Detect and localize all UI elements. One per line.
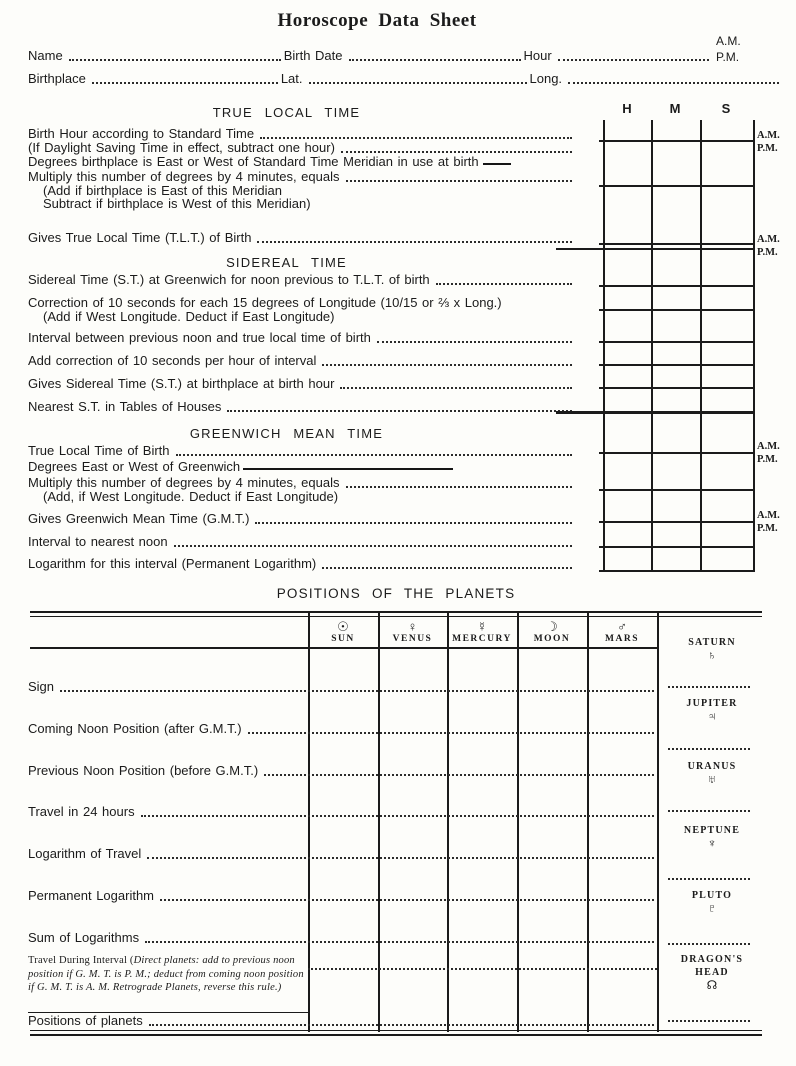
form-line [28,296,575,310]
uranus-icon: ♅ [707,772,717,786]
table-row [28,722,657,736]
outer-write-line [668,743,750,750]
long-label: Long. [529,71,563,86]
table-row [28,889,657,903]
grid-hline-heavy [556,411,755,414]
form-line [28,170,575,184]
form-line [28,400,575,414]
am-label: A.M. [716,34,741,48]
outer-write-line [668,805,750,812]
neptune-icon: ♆ [707,836,717,850]
birthplace-field-line [92,82,278,84]
venus-icon: ♀ [407,619,418,634]
grid-vline [753,120,755,572]
grid-hline [599,489,755,491]
form-line-text: (Add, if West Longitude. Deduct if East Longitude) [43,489,339,504]
grid-hline [599,546,755,548]
form-line-text: Interval to nearest noon [28,534,168,549]
form-line-text: Gives Sidereal Time (S.T.) at birthplace at birth hour [28,376,335,391]
form-line-text: True Local Time of Birth [28,443,170,458]
form-line [28,476,575,490]
travel-row-write-line [308,956,657,970]
outer-write-line [668,873,750,880]
form-line-text: Logarithm for this interval (Permanent Logarithm) [28,556,317,571]
mars-icon: ♂ [617,619,627,634]
form-line [28,512,575,526]
column-header-venus: ♀ VENUS [378,619,447,645]
table-row [28,1014,657,1028]
form-line-text: Subtract if birthplace is West of this Meridian) [43,196,311,211]
note-italic: Direct planets: add to previous noon position if G. M. T. is P. M.; deduct from coming noon position if G. M. T. is A. M. Retrograde Planets, reverse this rule.) [28,955,304,993]
dotted-leader [377,341,572,343]
pluto-icon: ♇ [707,901,717,915]
dotted-leader [160,899,654,901]
grid-hline-heavy [556,248,755,250]
grid-hline [599,387,755,389]
table-row [28,931,657,945]
row-label: Permanent Logarithm [28,888,155,903]
row-label: Coming Noon Position (after G.M.T.) [28,721,242,736]
grid-hline [599,285,755,287]
dotted-leader [147,857,654,859]
table-row [28,680,657,694]
grid-hline [599,185,755,187]
grid-hline [599,452,755,454]
note-prefix: Travel During Interval ( [28,955,134,966]
hour-ampm [716,33,748,65]
form-line [28,557,575,571]
column-header-mercury: ☿ MERCURY [447,619,517,645]
form-line [28,490,575,504]
form-line [28,197,575,211]
form-line-text: Nearest S.T. in Tables of Houses [28,399,222,414]
hour-label: Hour [523,48,552,63]
form-line-text: (Add if West Longitude. Deduct if East Longitude) [43,309,335,324]
form-line-text: Sidereal Time (S.T.) at Greenwich for noon previous to T.L.T. of birth [28,272,430,287]
grid-header-minutes: M [669,101,681,116]
outer-write-line [668,681,750,688]
grid-ampm [757,233,780,259]
grid-header-hours: H [622,101,632,116]
dotted-leader [322,567,572,569]
grid-hline [599,309,755,311]
page-title: Horoscope Data Sheet [277,10,477,31]
saturn-icon: ♄ [707,648,717,662]
table-row [28,805,657,819]
table-top-rule [30,611,762,613]
form-line-text: Add correction of 10 seconds per hour of interval [28,353,317,368]
outer-write-line [668,1015,750,1022]
outer-planet-uranus: URANUS ♅ [660,760,764,786]
form-line-text: Multiply this number of degrees by 4 minutes, equals [28,169,340,184]
table-row [28,764,657,778]
dotted-leader [260,137,572,139]
dotted-leader [436,283,572,285]
outer-planet-saturn: SATURN ♄ [660,636,764,662]
dotted-leader [227,410,572,412]
pm-label: P.M. [757,523,778,534]
dotted-leader [341,151,572,153]
form-line-text: Degrees birthplace is East or West of Standard Time Meridian in use at birth [28,154,479,169]
am-label: A.M. [757,510,780,521]
birth-date-field-line [349,59,521,61]
planets-heading: POSITIONS OF THE PLANETS [276,586,516,601]
hour-field-line [558,59,709,61]
dotted-leader [60,690,654,692]
row-label: Positions of planets [28,1013,143,1028]
am-label: A.M. [757,234,780,245]
grid-hline [599,570,755,572]
table-top-rule [30,616,762,617]
form-line-text: (Add if birthplace is East of this Meridian [43,183,282,198]
grid-hline [599,364,755,366]
outer-planet-jupiter: JUPITER ♃ [660,697,764,723]
row-label: Sign [28,679,55,694]
table-bottom-rule [30,1034,762,1036]
dotted-leader [149,1024,654,1026]
am-label: A.M. [757,441,780,452]
grid-hline [599,243,755,245]
dotted-leader [174,545,572,547]
form-line-text: Gives True Local Time (T.L.T.) of Birth [28,230,252,245]
moon-icon: ☽ [546,619,558,634]
table-bottom-rule [30,1030,762,1031]
form-line-text: Degrees East or West of Greenwich [28,459,241,474]
birth-date-label: Birth Date [283,48,343,63]
form-line [28,354,575,368]
outer-write-line [668,938,750,945]
row-label: Travel in 24 hours [28,804,135,819]
form-line-text: Gives Greenwich Mean Time (G.M.T.) [28,511,250,526]
table-vline [657,613,659,1032]
outer-planet-pluto: PLUTO ♇ [660,889,764,915]
form-line [28,331,575,345]
form-line [28,141,575,155]
section-heading-true-local-time: TRUE LOCAL TIME [212,105,361,120]
form-line [28,460,575,474]
name-label: Name [28,48,63,63]
birthplace-row [28,71,782,86]
table-row [28,847,657,861]
name-field-line [69,59,281,61]
dotted-leader [248,732,654,734]
row-label: Logarithm of Travel [28,846,142,861]
form-line-text: Interval between previous noon and true local time of birth [28,330,371,345]
grid-hline [599,341,755,343]
form-line [28,231,575,245]
mercury-icon: ☿ [477,619,487,634]
section-heading-sidereal-time: SIDEREAL TIME [226,255,347,270]
name-row [28,48,712,63]
outer-planet-dragons-head: DRAGON'S HEAD ☊ [672,953,752,992]
row-label: Sum of Logarithms [28,930,140,945]
lat-field-line [309,82,527,84]
pm-label: P.M. [716,50,740,64]
dotted-leader [255,522,572,524]
form-line [28,444,575,458]
dotted-leader [264,774,654,776]
dotted-leader [346,486,573,488]
dotted-leader [141,815,654,817]
form-line [28,127,575,141]
form-line-text: Multiply this number of degrees by 4 minutes, equals [28,475,340,490]
section-heading-greenwich-mean-time: GREENWICH MEAN TIME [189,426,384,441]
sun-icon: ☉ [337,619,349,634]
form-line [28,273,575,287]
column-header-mars: ♂ MARS [587,619,657,645]
column-header-moon: ☽ MOON [517,619,587,645]
travel-during-interval-note [28,954,306,995]
grid-hline [599,521,755,523]
grid-ampm [757,440,780,466]
form-line [28,377,575,391]
dotted-leader [176,454,572,456]
jupiter-icon: ♃ [707,709,717,723]
write-in-dash [483,163,511,165]
dragons-head-icon: ☊ [706,978,718,992]
form-line-text: Correction of 10 seconds for each 15 degrees of Longitude (10/15 or ⅔ x Long.) [28,295,502,310]
row-label: Previous Noon Position (before G.M.T.) [28,763,259,778]
birthplace-label: Birthplace [28,71,86,86]
table-header-rule [30,647,657,649]
pm-label: P.M. [757,247,778,258]
am-label: A.M. [757,130,780,141]
form-line [28,155,575,169]
dotted-leader [340,387,572,389]
form-line [28,535,575,549]
grid-vline [700,120,702,572]
form-line [28,310,575,324]
form-line-text: Birth Hour according to Standard Time [28,126,255,141]
write-in-rule [243,468,453,470]
pm-label: P.M. [757,454,778,465]
column-header-sun: ☉ SUN [308,619,378,645]
form-line-text: (If Daylight Saving Time in effect, subtract one hour) [28,140,335,155]
dotted-leader [346,180,573,182]
lat-label: Lat. [280,71,303,86]
grid-ampm [757,509,780,535]
dotted-leader [257,241,572,243]
dotted-leader [145,941,654,943]
long-field-line [568,82,779,84]
grid-ampm [757,129,780,155]
outer-planet-neptune: NEPTUNE ♆ [660,824,764,850]
pm-label: P.M. [757,143,778,154]
grid-vline [603,120,605,572]
dotted-leader [322,364,572,366]
grid-vline [651,120,653,572]
grid-header-seconds: S [721,101,731,116]
grid-hline [599,140,755,142]
